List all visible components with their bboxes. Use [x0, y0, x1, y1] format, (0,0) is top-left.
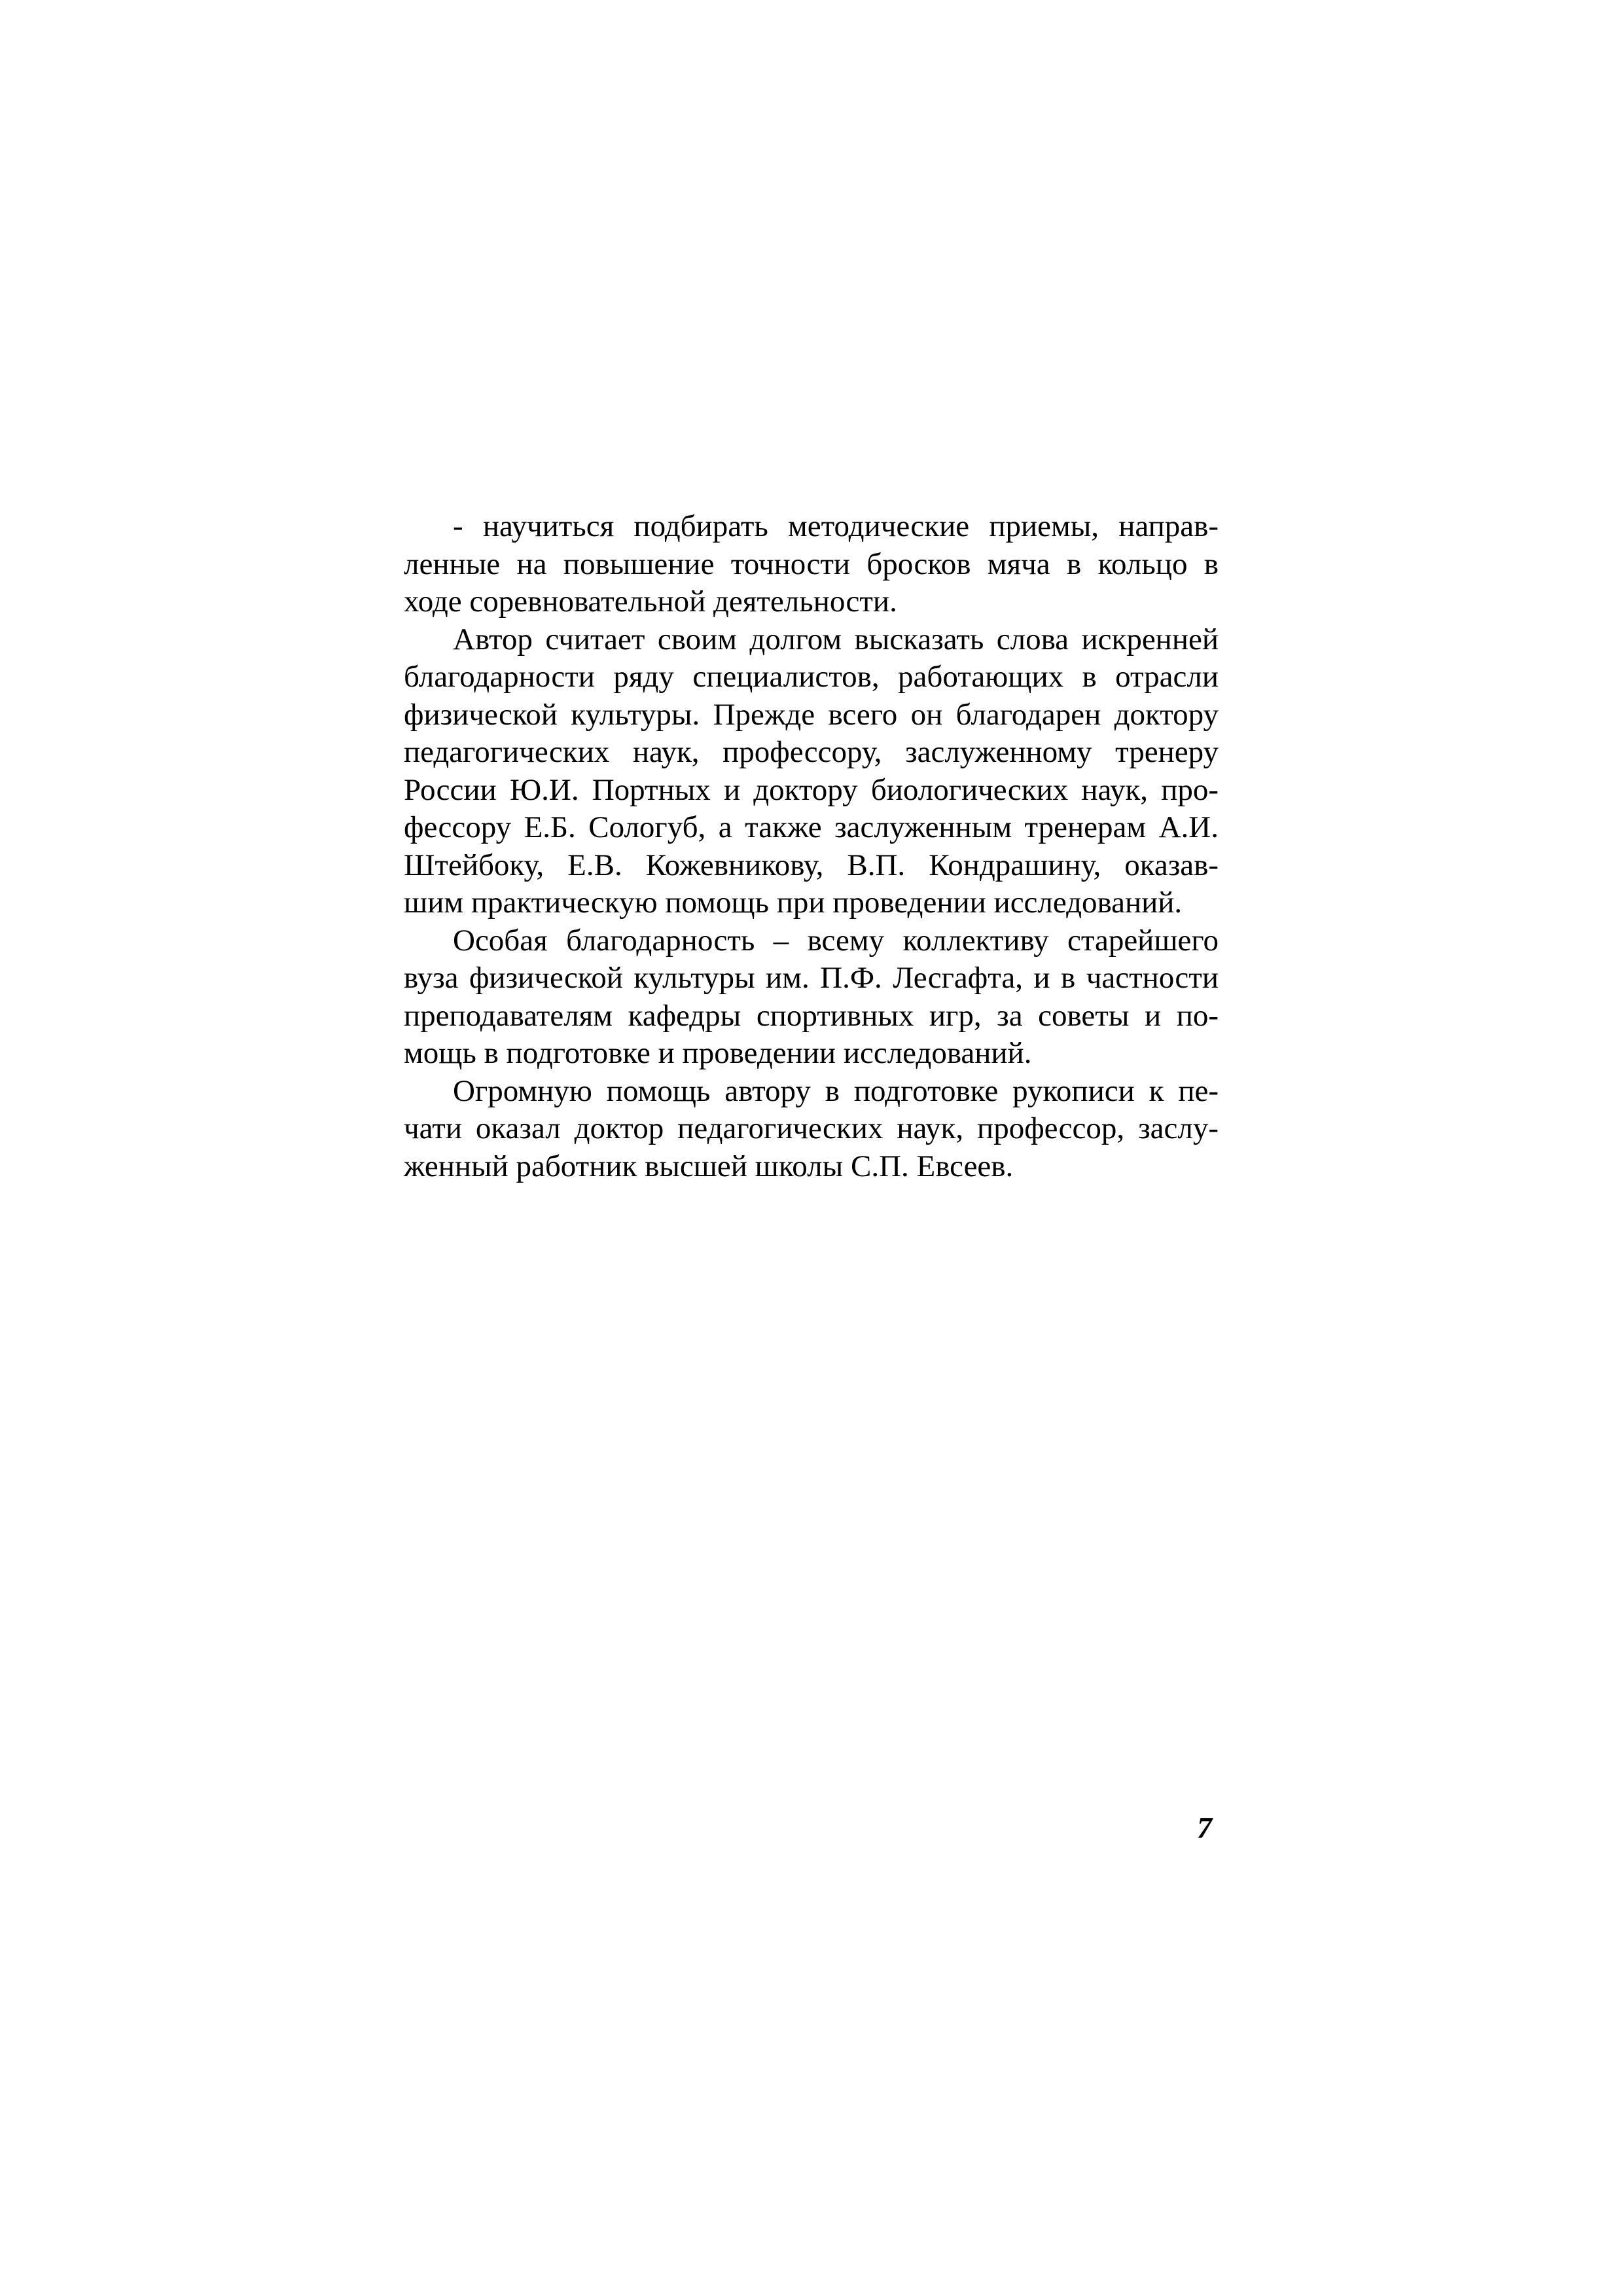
- text-line: Особая благодарность – всему коллективу старейшего: [453, 923, 1219, 958]
- body-text: [404, 508, 1219, 1185]
- text-line: благодарности ряду специалистов, работающих в отрасли: [404, 660, 1219, 694]
- text-line: Автор считает своим долгом высказать слова искренней: [453, 622, 1219, 656]
- text-line: мощь в подготовке и проведении исследований.: [404, 1036, 1032, 1070]
- text-line: России Ю.И. Портных и доктору биологических наук, про-: [404, 772, 1219, 807]
- text-line: педагогических наук, профессору, заслуженному тренеру: [404, 735, 1219, 769]
- text-line: шим практическую помощь при проведении исследований.: [404, 886, 1183, 920]
- text-line: Штейбоку, Е.В. Кожевникову, В.П. Кондрашину, оказав-: [404, 848, 1219, 882]
- text-line: - научиться подбирать методические приемы, направ-: [453, 509, 1219, 543]
- text-line: физической культуры. Прежде всего он благодарен доктору: [404, 697, 1219, 732]
- text-line: женный работник высшей школы С.П. Евсеев.: [404, 1149, 1014, 1183]
- text-line: ходе соревновательной деятельности.: [404, 584, 897, 619]
- text-line: преподавателям кафедры спортивных игр, за советы и по-: [404, 998, 1219, 1033]
- text-line: фессору Е.Б. Сологуб, а также заслуженным тренерам А.И.: [404, 810, 1219, 844]
- text-line: чати оказал доктор педагогических наук, профессор, заслу-: [404, 1111, 1219, 1145]
- text-line: ленные на повышение точности бросков мяча в кольцо в: [404, 547, 1219, 581]
- text-line: вуза физической культуры им. П.Ф. Лесгафта, и в частности: [404, 961, 1219, 995]
- page-number: 7: [1197, 1811, 1212, 1844]
- text-line: Огромную помощь автору в подготовке рукописи к пе-: [453, 1073, 1219, 1108]
